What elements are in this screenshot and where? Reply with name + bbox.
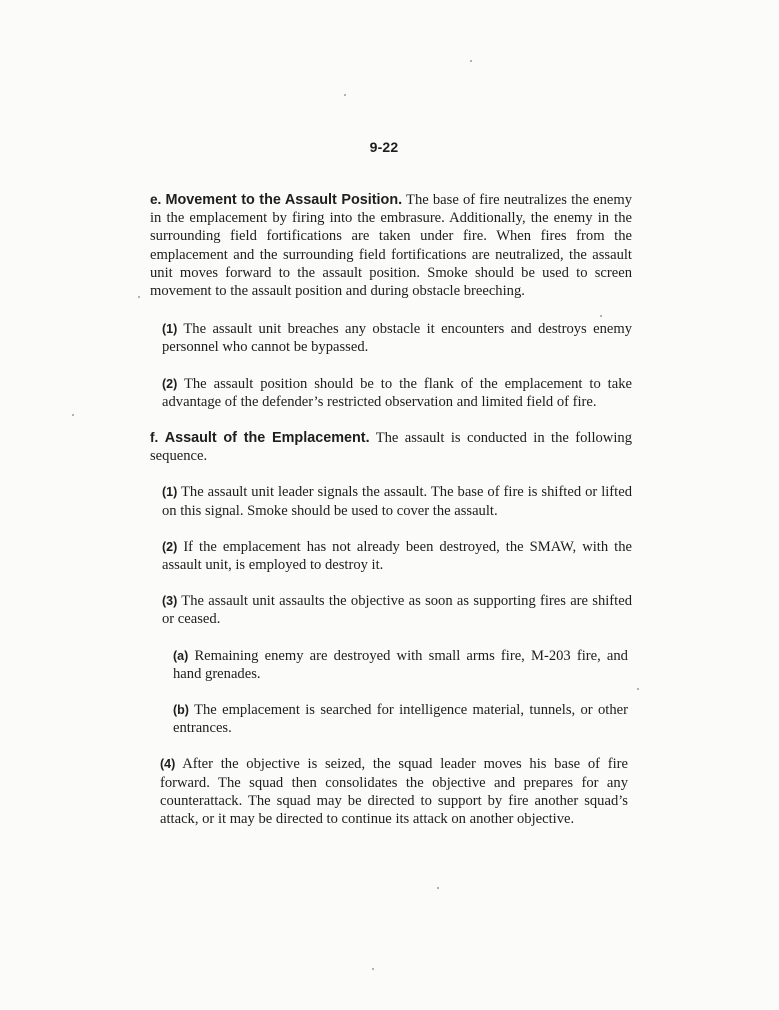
section-marker: f. [150, 430, 159, 446]
item-number: (a) [173, 648, 189, 663]
item-text: The assault position should be to the flank of the emplacement to take advantage of the defender’s restricted observation and limited field of fire. [162, 375, 632, 410]
paragraph-f-3 [162, 592, 632, 628]
section-heading: Assault of the Emplacement. [164, 430, 370, 447]
page-number: 9-22 [369, 139, 399, 155]
item-text: The assault unit assaults the objective as soon as supporting fires are shifted or ceased. [162, 593, 632, 628]
paragraph-f-1 [162, 483, 632, 519]
item-text: The assault unit leader signals the assault. The base of fire is shifted or lifted on this signal. Smoke should be used to cover the assault. [162, 484, 632, 519]
page-body [150, 191, 632, 828]
item-text: The emplacement is searched for intelligence material, tunnels, or other entrances. [173, 702, 628, 737]
section-heading: Movement to the Assault Position. [165, 192, 403, 208]
paragraph-e-2 [162, 375, 632, 411]
scan-speck [138, 296, 140, 298]
paragraph-f-2 [162, 538, 632, 574]
paragraph-f [150, 429, 632, 465]
item-number: (2) [162, 376, 178, 391]
paragraph-f-3-a [173, 647, 628, 683]
item-text: The assault unit breaches any obstacle it encounters and destroys enemy personnel who cannot be bypassed. [162, 321, 632, 356]
item-number: (4) [160, 757, 176, 772]
scan-speck [344, 94, 346, 96]
paragraph-text: The base of fire neutralizes the enemy in the emplacement by firing into the embrasure. Additionally, the enemy in the surrounding field fortifications are taken under fire. When fires from the emplacement and the surrounding field fortifications are neutralized, the assault unit moves forward to the assault position. Smoke should be used to screen movement to the assault position and during obstacle breeching. [150, 192, 632, 300]
scan-speck [372, 968, 374, 970]
scan-speck [72, 414, 74, 416]
item-number: (1) [162, 485, 178, 500]
section-marker: e. [150, 192, 162, 207]
scan-speck [600, 315, 602, 317]
paragraph-f-4 [160, 755, 628, 828]
paragraph-text: The assault is conducted in the following sequence. [150, 430, 632, 465]
scan-speck [437, 887, 439, 889]
scan-speck [637, 688, 639, 690]
item-text: If the emplacement has not already been destroyed, the SMAW, with the assault unit, is employed to destroy it. [162, 538, 632, 574]
item-text: After the objective is seized, the squad leader moves his base of fire forward. The squad then consolidates the objective and prepares for any counterattack. The squad may be directed to support by fire another squad’s attack, or it may be directed to continue its attack on another objective. [160, 756, 628, 828]
item-text: Remaining enemy are destroyed with small arms fire, M-203 fire, and hand grenades. [173, 647, 628, 682]
paragraph-e [150, 191, 632, 300]
paragraph-e-1 [162, 320, 632, 356]
item-number: (3) [162, 594, 178, 609]
paragraph-f-3-b [173, 701, 628, 737]
item-number: (2) [162, 539, 178, 554]
scan-speck [470, 60, 472, 62]
item-number: (1) [162, 322, 178, 337]
item-number: (b) [173, 703, 189, 718]
